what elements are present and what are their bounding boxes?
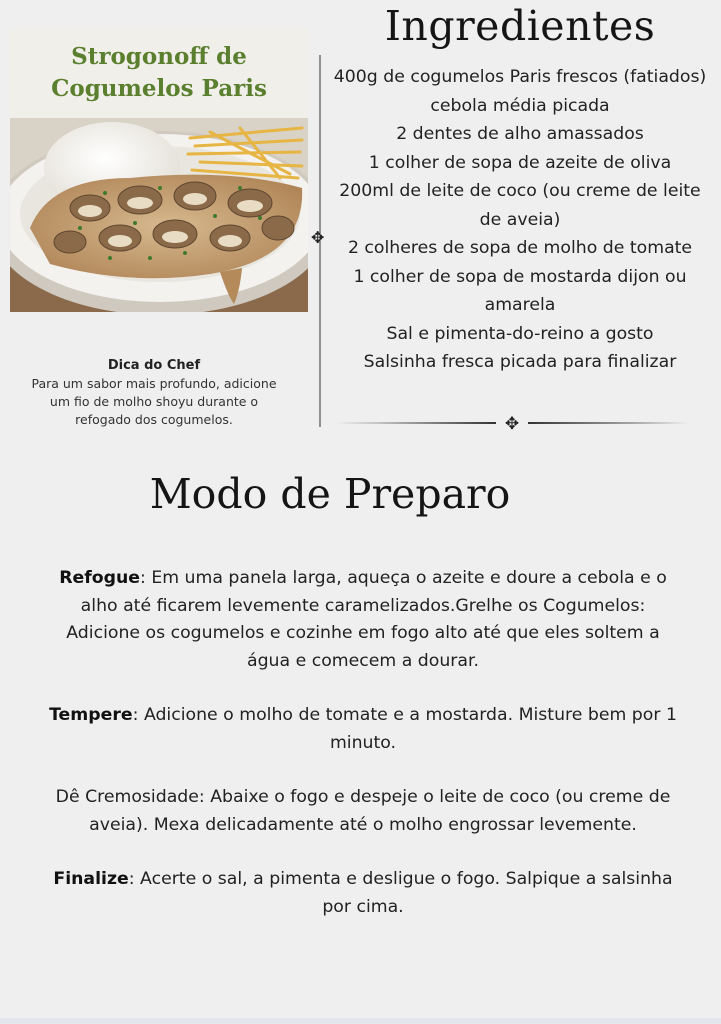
- ingredients-list: [332, 63, 708, 377]
- step-label: Tempere: [49, 705, 133, 725]
- ingredient-item: Salsinha fresca picada para finalizar: [363, 352, 677, 372]
- dish-photo: [10, 28, 308, 312]
- preparation-heading: Modo de Preparo: [149, 470, 511, 518]
- step-label: Finalize: [53, 869, 129, 889]
- ingredient-item: 200ml de leite de coco (ou creme de leite de aveia): [339, 181, 701, 230]
- ingredients-heading: Ingredientes: [384, 2, 656, 50]
- ingredient-item: 1 colher de sopa de azeite de oliva: [368, 152, 672, 173]
- preparation-step: [48, 784, 678, 839]
- chef-tip: [28, 358, 280, 429]
- recipe-title-line2: Cogumelos Paris: [51, 75, 267, 102]
- ingredient-item: 2 colheres de sopa de molho de tomate: [347, 238, 693, 258]
- step-text: : Adicione o molho de tomate e a mostarda. Misture bem por 1 minuto.: [132, 705, 677, 753]
- chef-tip-body: Para um sabor mais profundo, adicione um fio de molho shoyu durante o refogado dos cogumelos.: [31, 376, 277, 427]
- ingredient-item: 2 dentes de alho amassados: [396, 124, 644, 144]
- step-text: Dê Cremosidade: Abaixe o fogo e despeje o leite de coco (ou creme de aveia). Mexa delicadamente até o molho engrossar levemente.: [55, 787, 671, 835]
- ingredient-item: Sal e pimenta-do-reino a gosto: [386, 323, 654, 344]
- step-text: : Em uma panela larga, aqueça o azeite e doure a cebola e o alho até ficarem levemente caramelizados.Grelhe os Cogumelos: Adicione os cogumelos e cozinhe em fogo alto até que eles soltem a água e comecem a dourar.: [66, 568, 667, 671]
- step-text: : Acerte o sal, a pimenta e desligue o fogo. Salpique a salsinha por cima.: [128, 869, 673, 917]
- preparation-step: [48, 866, 678, 921]
- page-bottom-band: [0, 1018, 721, 1024]
- chef-tip-title: Dica do Chef: [107, 358, 201, 373]
- step-label: Refogue: [59, 568, 140, 588]
- fleuron-ornament-icon: ✥: [311, 228, 325, 247]
- ingredient-item: 1 colher de sopa de mostarda dijon ou amarela: [353, 266, 687, 315]
- recipe-title: [10, 28, 308, 118]
- ingredient-item: 400g de cogumelos Paris frescos (fatiados) cebola média picada: [333, 67, 707, 116]
- preparation-step: [48, 702, 678, 757]
- preparation-step: [48, 565, 678, 675]
- preparation-steps: [48, 565, 678, 948]
- horizontal-divider-ornament: [336, 412, 688, 434]
- svg-text:✥: ✥: [504, 414, 520, 434]
- recipe-title-line1: Strogonoff de: [71, 43, 247, 70]
